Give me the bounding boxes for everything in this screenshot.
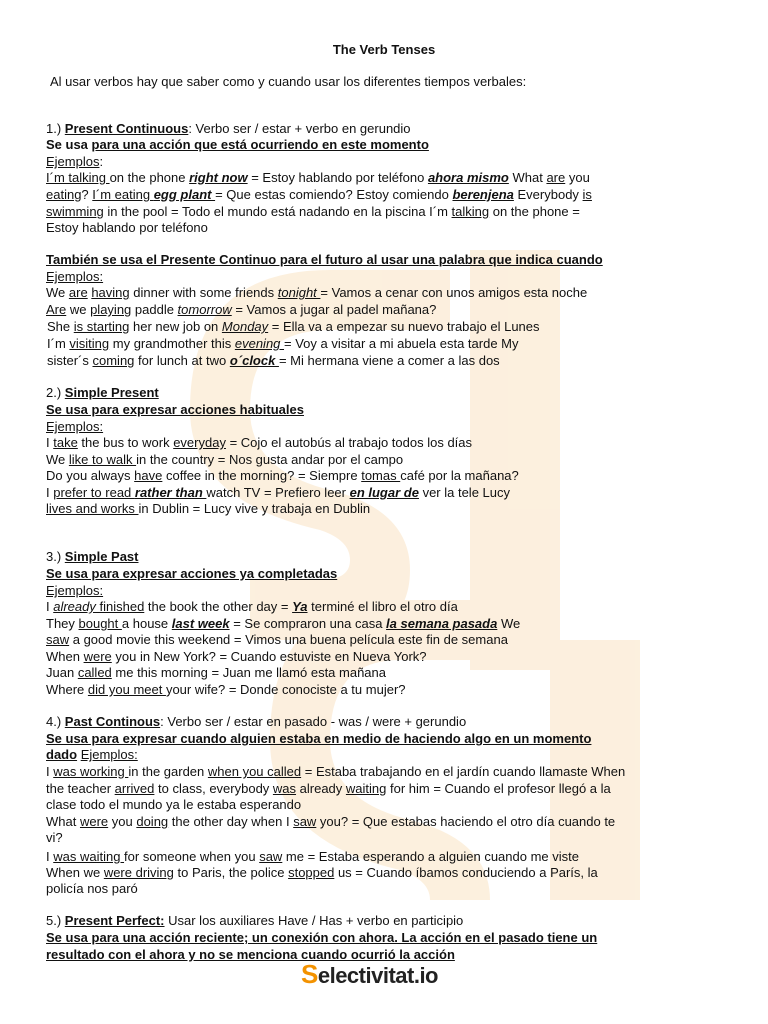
text-line [46,451,403,468]
text-segment: talking [451,204,490,219]
text-line [46,418,103,435]
text-line [46,631,508,648]
text-segment: When [46,649,84,664]
text-line [47,318,540,335]
text-segment: = Ella va a empezar su nuevo trabajo el Lunes [268,319,540,334]
text-line [46,713,466,730]
text-line [46,401,304,418]
text-line [46,880,138,897]
text-line [46,120,411,137]
text-line [46,582,103,599]
text-segment: Juan [46,665,78,680]
text-line [46,284,587,301]
text-line [46,169,590,186]
text-segment: stopped [288,865,335,880]
text-segment: on the phone [109,170,190,185]
intro-text: Al usar verbos hay que saber como y cuando usar los diferentes tiempos verbales: [50,74,527,89]
text-segment: Simple Past [64,549,139,564]
text-segment: evening [234,336,285,351]
text-segment: are [546,170,566,185]
text-segment: lives and works [46,501,139,516]
text-segment: Se usa para expresar acciones habituales [46,402,304,417]
text-segment: last week [171,616,230,631]
text-segment: playing [90,302,132,317]
text-segment: clase todo el mundo ya le estaba esperando [46,797,302,812]
text-segment: me this morning = Juan me llamó esta mañana [111,665,386,680]
text-segment: saw [46,632,70,647]
text-line [46,598,458,615]
text-line [46,467,519,484]
text-segment: already [296,781,346,796]
text-line [46,813,615,830]
text-segment: swimming [46,204,104,219]
text-line [47,335,519,352]
text-line [46,681,406,698]
text-segment: : Verbo ser / estar + verbo en gerundio [188,121,411,136]
text-segment: Ejemplos [46,154,100,169]
text-segment: is starting [73,319,130,334]
text-segment: Ya [292,599,308,614]
text-segment: Ejemplos: [46,269,104,284]
text-segment: 4.) [46,714,65,729]
text-line [46,484,510,501]
text-line [46,153,103,170]
text-segment: prefer to read [53,485,135,500]
text-segment: coming [92,353,135,368]
text-segment: What [46,814,80,829]
text-segment: me = Estaba esperando a alguien cuando me viste [282,849,579,864]
text-segment: ahora mismo [427,170,509,185]
text-segment: o´clock [229,353,279,368]
text-segment: Monday [221,319,269,334]
text-segment: was working [53,764,129,779]
text-line [46,780,611,797]
text-segment: We [46,452,69,467]
text-segment: a good movie this weekend = Vimos una buena película este fin de semana [69,632,508,647]
text-segment: saw [259,849,283,864]
text-segment: They [46,616,79,631]
text-segment: coffee in the morning? = Siempre [162,468,362,483]
text-line [46,746,138,763]
text-segment: the teacher [46,781,115,796]
text-segment: = Voy a visitar a mi abuela esta tarde My [284,336,519,351]
text-segment: for him = Cuando el profesor llegó a la [386,781,611,796]
text-segment: having [91,285,130,300]
text-segment: her new job on [129,319,222,334]
text-line [46,434,472,451]
text-segment: on the phone = [489,204,580,219]
text-segment: sister´s [47,353,93,368]
text-segment: to class, everybody [154,781,273,796]
text-segment: rather than [134,485,207,500]
text-segment: in Dublin = Lucy vive y trabaja en Dublin [138,501,371,516]
text-segment: I´m eating [92,187,154,202]
text-segment: = Que estas comiendo? Estoy comiendo [215,187,453,202]
text-segment: paddle [131,302,178,317]
text-segment: Estoy hablando por teléfono [46,220,208,235]
text-segment: = Mi hermana viene a comer a las dos [278,353,500,368]
text-segment: terminé el libro el otro día [307,599,458,614]
text-segment: I [46,435,54,450]
text-line [46,864,598,881]
text-segment: are [68,285,88,300]
text-segment: visiting [69,336,110,351]
text-line [46,796,301,813]
text-segment: Se usa para expresar acciones ya completadas [46,566,338,581]
text-segment: policía nos paró [46,881,138,896]
text-segment: : Verbo ser / estar en pasado - was / were + gerundio [160,714,467,729]
text-segment: Ejemplos: [46,419,104,434]
text-segment: dinner with some friends [129,285,278,300]
text-segment: I [46,764,54,779]
text-segment: did you meet [87,682,166,697]
text-segment: egg plant [153,187,216,202]
text-segment: us = Cuando íbamos conduciendo a París, la [334,865,598,880]
text-segment: When we [46,865,104,880]
text-segment: tonight [277,285,321,300]
text-segment: 2.) [46,385,65,400]
text-line [46,186,592,203]
text-segment: were driving [103,865,174,880]
text-segment: you? = Que estabas haciendo el otro día cuando te [316,814,616,829]
text-segment: = Vamos a cenar con unos amigos esta noche [320,285,588,300]
text-segment: Se usa para expresar cuando alguien estaba en medio de haciendo algo en un momento [46,731,592,746]
text-segment: was waiting [53,849,125,864]
text-segment: have [134,468,163,483]
text-segment: were [79,814,109,829]
text-line [46,912,463,929]
text-segment: the book the other day = [144,599,293,614]
text-segment: = Vamos a jugar al padel mañana? [231,302,437,317]
text-segment: berenjena [452,187,514,202]
text-segment: take [53,435,78,450]
text-segment: Past Continous [64,714,161,729]
text-segment: También se usa el Presente Continuo para el futuro al usar una palabra que indica cuando [46,252,603,267]
text-segment: the bus to work [77,435,174,450]
text-segment: right now [189,170,248,185]
text-segment: waiting [345,781,387,796]
text-line [46,829,63,846]
text-segment: Everybody [513,187,583,202]
text-segment: resultado con el ahora y no se menciona cuando ocurrió la acción [46,947,455,962]
text-segment: = Estoy hablando por teléfono [247,170,428,185]
text-segment: Present Perfect: [64,913,165,928]
text-segment: Are [46,302,67,317]
text-segment: ? [81,187,93,202]
text-line [46,848,579,865]
text-segment: we [66,302,91,317]
text-segment: Present Continuous [64,121,189,136]
text-segment: = Cojo el autobús al trabajo todos los días [225,435,473,450]
text-line [46,648,427,665]
text-segment: arrived [114,781,155,796]
text-segment: were [83,649,112,664]
text-segment: Do you always [46,468,135,483]
text-segment: ver la tele Lucy [418,485,510,500]
text-line [46,615,520,632]
text-line [46,219,208,236]
text-segment: your wife? = Donde conociste a tu mujer? [165,682,406,697]
text-segment: finished [99,599,145,614]
text-line [47,352,500,369]
text-segment: 1.) [46,121,65,136]
text-segment: Se usa para una acción reciente; un conexión con ahora. La acción en el pasado tiene un [46,930,598,945]
text-line [46,301,436,318]
text-line [46,203,580,220]
brand-logo [301,959,438,990]
text-segment: in the pool = Todo el mundo está nadando en la piscina I´m [103,204,452,219]
text-segment: para una acción que está ocurriendo en este momento [91,137,429,152]
text-segment: bought [78,616,122,631]
text-line [46,929,597,946]
text-segment: a house [121,616,172,631]
text-segment: I [46,849,54,864]
text-line [46,500,370,517]
text-segment: café por la mañana? [400,468,519,483]
text-segment: eating [46,187,82,202]
text-segment: is [582,187,592,202]
text-segment: en lugar de [349,485,419,500]
text-segment: called [77,665,112,680]
text-segment: Se usa [46,137,92,152]
text-segment: tomas [361,468,401,483]
text-line [46,565,337,582]
text-segment: saw [293,814,317,829]
text-segment: for lunch at two [134,353,230,368]
text-line [46,136,429,153]
text-line [46,664,386,681]
text-segment: in the garden [128,764,208,779]
text-segment: I [46,485,54,500]
text-segment: you [108,814,137,829]
text-line [46,548,139,565]
text-segment: like to walk [68,452,137,467]
text-line [46,384,159,401]
text-segment: : [99,154,104,169]
text-segment: vi? [46,830,63,845]
text-segment: We [46,285,69,300]
text-segment: Ejemplos: [46,583,104,598]
text-segment: tomorrow [177,302,232,317]
text-segment: you in New York? = Cuando estuviste en Nueva York? [111,649,427,664]
text-line [46,251,603,268]
text-segment: Ejemplos: [80,747,138,762]
text-segment: the other day when I [168,814,294,829]
text-segment: dado [46,747,78,762]
text-line [46,763,625,780]
text-segment: Simple Present [64,385,159,400]
text-segment: watch TV = Prefiero leer [206,485,350,500]
text-segment: doing [136,814,169,829]
text-segment: 3.) [46,549,65,564]
text-segment: = Estaba trabajando en el jardín cuando llamaste When [301,764,626,779]
text-line [46,730,591,747]
text-segment: I´m [47,336,70,351]
text-segment: What [508,170,547,185]
text-segment: She [47,319,74,334]
text-segment: for someone when you [124,849,260,864]
text-segment: I´m talking [46,170,110,185]
text-segment: you [565,170,590,185]
text-segment: when you called [207,764,302,779]
text-segment: Where [46,682,88,697]
text-segment: everyday [173,435,226,450]
text-segment: already [53,599,100,614]
document-title: The Verb Tenses [332,42,436,57]
text-segment: la semana pasada [386,616,498,631]
text-segment: 5.) [46,913,65,928]
text-segment: my grandmother this [109,336,235,351]
text-line [46,268,103,285]
brand-s: S [301,959,318,989]
text-segment: We [497,616,521,631]
text-segment: I [46,599,54,614]
text-segment: was [272,781,297,796]
text-segment: Usar los auxiliares Have / Has + verbo en participio [164,913,464,928]
brand-name: electivitat.io [317,963,438,988]
text-segment: = Se compraron una casa [229,616,387,631]
text-segment: in the country = Nos gusta andar por el campo [136,452,404,467]
text-segment: to Paris, the police [173,865,289,880]
